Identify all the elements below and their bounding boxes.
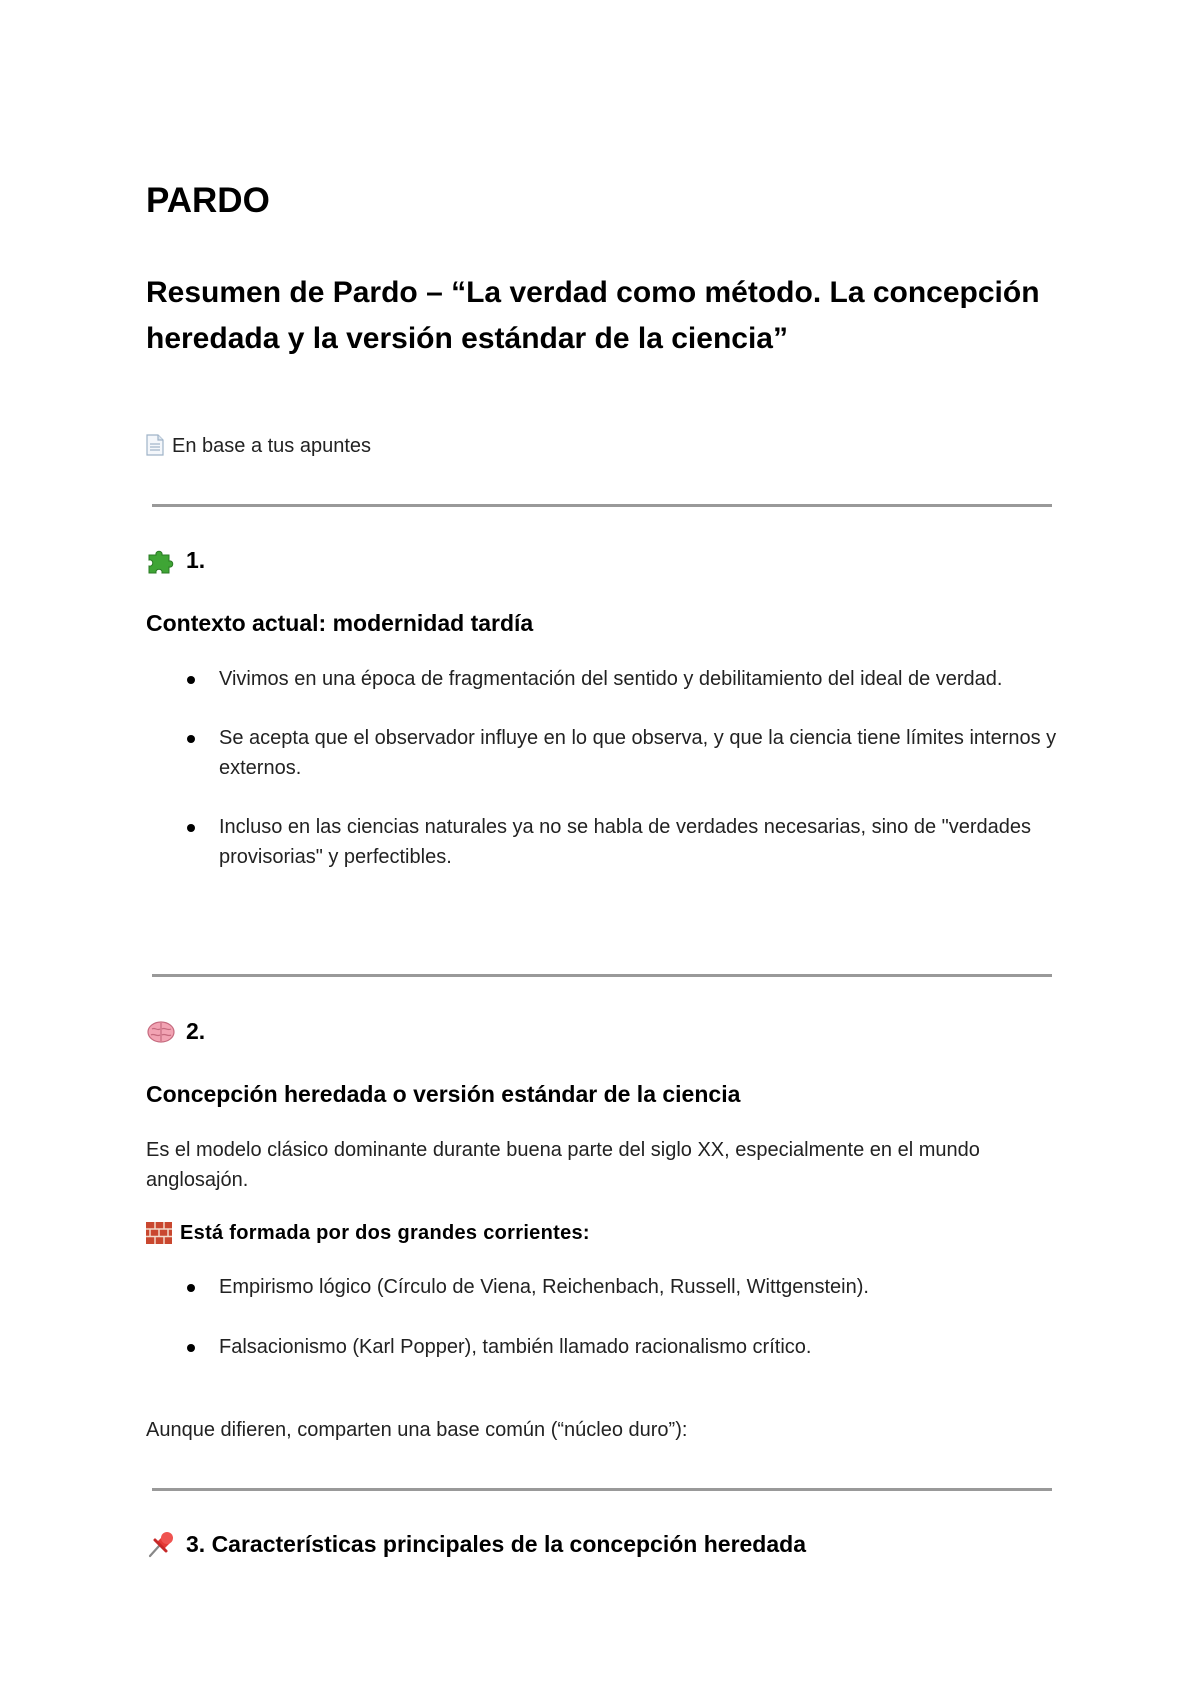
list-item: Falsacionismo (Karl Popper), también llamado racionalismo crítico.: [146, 1332, 1066, 1362]
divider: [152, 504, 1052, 507]
section-2-list: [146, 1272, 1066, 1362]
document-title: PARDO: [146, 181, 270, 220]
source-note: [146, 432, 371, 460]
section-2-heading: Concepción heredada o versión estándar de la ciencia: [146, 1081, 741, 1107]
section-1-number-text: 1.: [186, 547, 206, 573]
list-item: Se acepta que el observador influye en lo que observa, y que la ciencia tiene límites internos y externos.: [146, 723, 1066, 783]
list-item: Incluso en las ciencias naturales ya no se habla de verdades necesarias, sino de "verdades provisorias" y perfectibles.: [146, 812, 1066, 872]
document-subtitle: Resumen de Pardo – “La verdad como método. La concepción heredada y la versión estándar de la ciencia”: [146, 276, 1040, 355]
section-3-heading: [146, 1529, 806, 1559]
formed-by-text: Está formada por dos grandes corrientes:: [180, 1222, 590, 1244]
section-3-heading-text: 3. Características principales de la concepción heredada: [186, 1531, 806, 1557]
list-item: Empirismo lógico (Círculo de Viena, Reichenbach, Russell, Wittgenstein).: [146, 1272, 1066, 1302]
section-2-closing: Aunque difieren, comparten una base común (“núcleo duro”):: [146, 1419, 688, 1441]
list-item: Vivimos en una época de fragmentación del sentido y debilitamiento del ideal de verdad.: [146, 664, 1066, 694]
formed-by-line: [146, 1218, 590, 1248]
section-1-heading: Contexto actual: modernidad tardía: [146, 610, 534, 636]
brain-icon: [146, 1017, 176, 1045]
puzzle-piece-icon: [146, 546, 176, 574]
section-2-number: [146, 1016, 205, 1046]
divider: [152, 1488, 1052, 1491]
divider: [152, 974, 1052, 977]
section-1-list: [146, 664, 1066, 872]
brick-icon: [146, 1222, 172, 1244]
pushpin-icon: [146, 1530, 176, 1558]
source-note-text: En base a tus apuntes: [172, 435, 372, 457]
page-facing-up-icon: [146, 434, 164, 456]
section-2-number-text: 2.: [186, 1018, 206, 1044]
section-1-number: [146, 545, 205, 575]
section-2-intro: Es el modelo clásico dominante durante buena parte del siglo XX, especialmente en el mundo anglosajón.: [146, 1139, 980, 1191]
